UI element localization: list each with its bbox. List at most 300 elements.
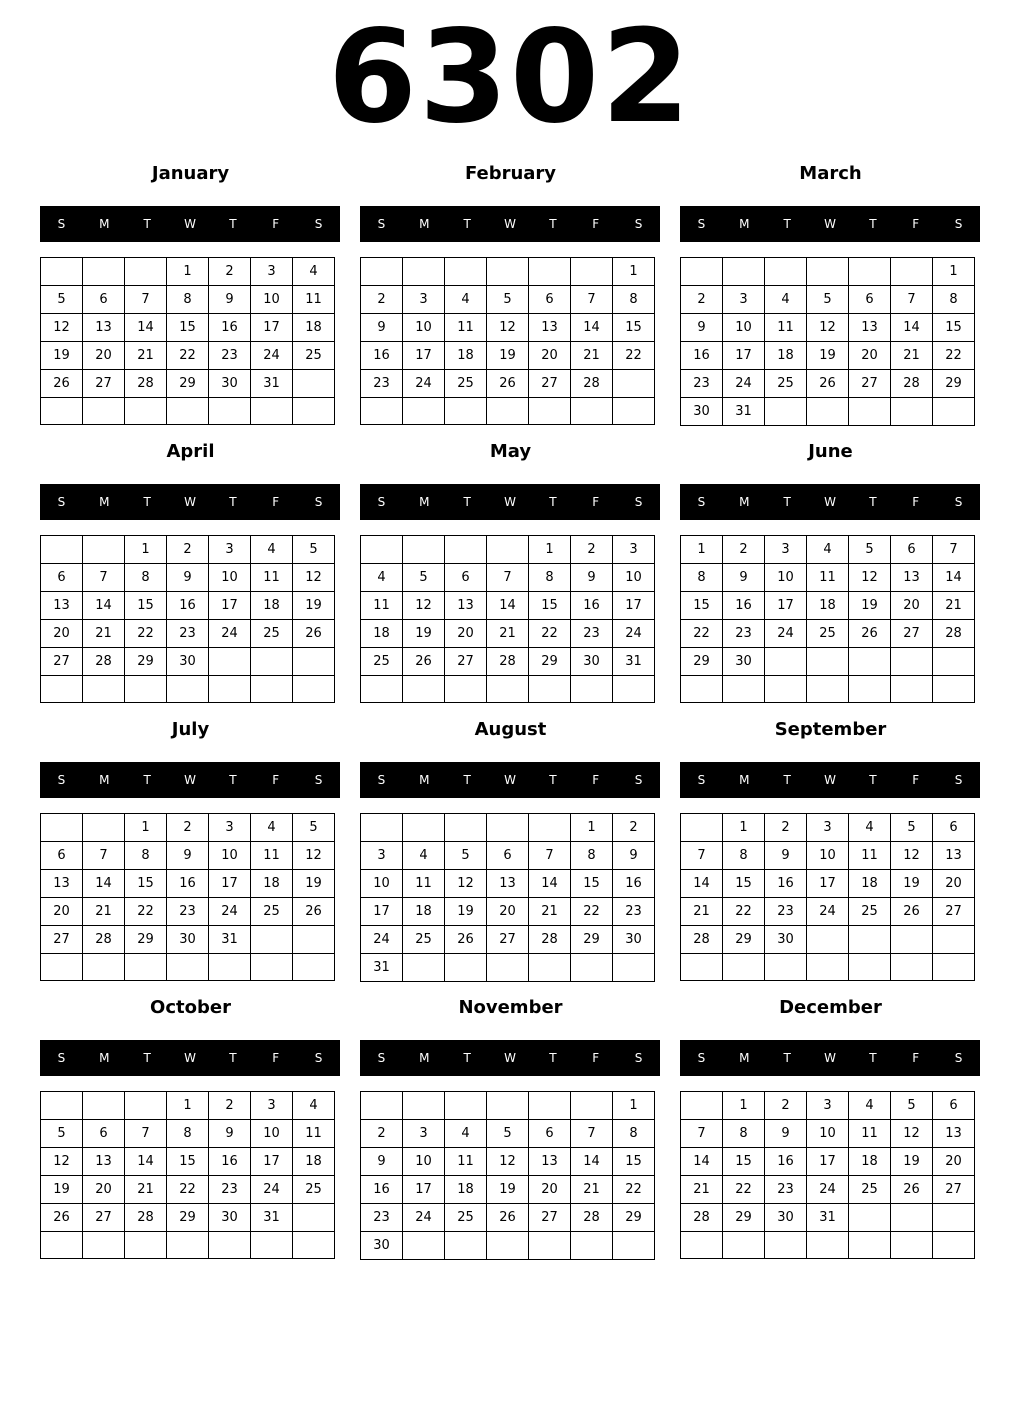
week-row bbox=[361, 564, 655, 592]
weekday-label: T bbox=[463, 1051, 471, 1065]
day-cell: 30 bbox=[765, 1204, 807, 1232]
day-cell: 27 bbox=[41, 648, 83, 676]
day-cell: 18 bbox=[251, 870, 293, 898]
day-cell: 1 bbox=[529, 536, 571, 564]
day-cell: 30 bbox=[765, 926, 807, 954]
day-cell bbox=[765, 648, 807, 676]
day-cell bbox=[529, 398, 571, 425]
weekday-label: W bbox=[184, 1051, 196, 1065]
day-cell: 23 bbox=[167, 898, 209, 926]
weekday-label: M bbox=[739, 495, 750, 509]
day-cell bbox=[209, 676, 251, 703]
weekday-label: F bbox=[272, 495, 280, 509]
day-cell bbox=[209, 398, 251, 425]
day-cell: 27 bbox=[41, 926, 83, 954]
day-cell: 5 bbox=[293, 536, 335, 564]
day-cell: 3 bbox=[403, 286, 445, 314]
day-cell: 6 bbox=[933, 814, 975, 842]
day-cell: 23 bbox=[613, 898, 655, 926]
day-cell: 11 bbox=[445, 314, 487, 342]
week-row bbox=[681, 536, 975, 564]
weekday-label: W bbox=[184, 495, 196, 509]
day-cell: 11 bbox=[765, 314, 807, 342]
day-grid bbox=[360, 257, 655, 425]
weekday-header bbox=[40, 206, 340, 242]
day-cell bbox=[361, 814, 403, 842]
day-cell: 17 bbox=[807, 870, 849, 898]
day-cell: 4 bbox=[807, 536, 849, 564]
weekday-label: M bbox=[99, 217, 110, 231]
day-cell bbox=[293, 370, 335, 398]
week-row bbox=[41, 842, 335, 870]
week-row bbox=[361, 1176, 655, 1204]
week-row bbox=[41, 620, 335, 648]
day-cell: 15 bbox=[125, 870, 167, 898]
day-cell bbox=[529, 258, 571, 286]
day-cell: 12 bbox=[445, 870, 487, 898]
day-cell: 26 bbox=[891, 1176, 933, 1204]
day-cell: 28 bbox=[83, 648, 125, 676]
day-cell: 3 bbox=[361, 842, 403, 870]
day-cell bbox=[807, 926, 849, 954]
day-cell: 4 bbox=[445, 1120, 487, 1148]
day-cell: 7 bbox=[125, 1120, 167, 1148]
day-cell bbox=[403, 398, 445, 425]
week-row bbox=[41, 1120, 335, 1148]
month-name: March bbox=[799, 163, 862, 184]
day-cell: 10 bbox=[403, 314, 445, 342]
day-cell: 14 bbox=[83, 592, 125, 620]
week-row bbox=[681, 1092, 975, 1120]
day-cell: 22 bbox=[125, 898, 167, 926]
week-row bbox=[681, 1204, 975, 1232]
day-cell bbox=[445, 814, 487, 842]
day-cell: 20 bbox=[41, 620, 83, 648]
day-cell bbox=[83, 398, 125, 425]
weekday-label: T bbox=[549, 1051, 557, 1065]
day-cell: 3 bbox=[807, 814, 849, 842]
day-cell: 12 bbox=[891, 1120, 933, 1148]
day-cell: 10 bbox=[251, 1120, 293, 1148]
weekday-header bbox=[680, 484, 980, 520]
day-cell: 9 bbox=[613, 842, 655, 870]
weekday-label: M bbox=[739, 217, 750, 231]
day-cell bbox=[41, 954, 83, 981]
week-row bbox=[361, 1092, 655, 1120]
day-cell: 8 bbox=[529, 564, 571, 592]
day-cell bbox=[891, 1232, 933, 1259]
day-cell: 21 bbox=[83, 620, 125, 648]
day-cell: 5 bbox=[891, 814, 933, 842]
week-row bbox=[361, 814, 655, 842]
day-cell bbox=[125, 398, 167, 425]
day-cell: 11 bbox=[293, 1120, 335, 1148]
day-cell: 23 bbox=[209, 1176, 251, 1204]
day-cell: 11 bbox=[251, 842, 293, 870]
day-cell bbox=[361, 398, 403, 425]
day-cell: 14 bbox=[487, 592, 529, 620]
day-cell: 30 bbox=[167, 648, 209, 676]
weekday-label: S bbox=[57, 773, 66, 787]
day-cell: 13 bbox=[83, 314, 125, 342]
day-cell bbox=[293, 1204, 335, 1232]
day-cell: 4 bbox=[445, 286, 487, 314]
day-cell: 25 bbox=[293, 342, 335, 370]
day-cell bbox=[487, 954, 529, 982]
weekday-label: F bbox=[592, 495, 600, 509]
week-row bbox=[681, 398, 975, 426]
week-row bbox=[41, 954, 335, 981]
day-cell bbox=[167, 954, 209, 981]
day-cell: 5 bbox=[403, 564, 445, 592]
day-cell: 20 bbox=[933, 870, 975, 898]
day-cell: 12 bbox=[487, 1148, 529, 1176]
month-name: September bbox=[774, 719, 887, 740]
day-cell: 25 bbox=[765, 370, 807, 398]
day-cell: 15 bbox=[571, 870, 613, 898]
day-cell bbox=[529, 814, 571, 842]
day-cell: 29 bbox=[723, 1204, 765, 1232]
day-cell: 18 bbox=[445, 1176, 487, 1204]
week-row bbox=[681, 1176, 975, 1204]
weekday-label: T bbox=[549, 495, 557, 509]
day-cell: 15 bbox=[167, 314, 209, 342]
day-cell bbox=[529, 1232, 571, 1260]
day-cell bbox=[613, 370, 655, 398]
week-row bbox=[681, 676, 975, 703]
weekday-label: T bbox=[463, 217, 471, 231]
day-cell: 24 bbox=[723, 370, 765, 398]
day-cell: 17 bbox=[361, 898, 403, 926]
weekday-label: T bbox=[869, 495, 877, 509]
day-cell: 4 bbox=[849, 814, 891, 842]
day-cell bbox=[293, 954, 335, 981]
day-cell: 24 bbox=[209, 898, 251, 926]
day-cell bbox=[445, 398, 487, 425]
day-cell: 2 bbox=[361, 1120, 403, 1148]
day-cell bbox=[765, 954, 807, 981]
day-cell: 13 bbox=[933, 1120, 975, 1148]
day-cell: 31 bbox=[723, 398, 765, 426]
day-cell bbox=[849, 954, 891, 981]
week-row bbox=[361, 954, 655, 982]
weekday-label: T bbox=[549, 217, 557, 231]
day-cell: 27 bbox=[83, 370, 125, 398]
weekday-label: T bbox=[783, 495, 791, 509]
day-grid bbox=[40, 257, 335, 425]
day-cell bbox=[891, 258, 933, 286]
weekday-label: S bbox=[377, 773, 386, 787]
week-row bbox=[681, 1120, 975, 1148]
week-row bbox=[41, 314, 335, 342]
weekday-label: T bbox=[783, 1051, 791, 1065]
day-cell: 18 bbox=[361, 620, 403, 648]
day-cell: 13 bbox=[849, 314, 891, 342]
day-grid bbox=[40, 1091, 335, 1259]
day-cell bbox=[403, 954, 445, 982]
day-cell bbox=[251, 398, 293, 425]
day-cell: 5 bbox=[487, 286, 529, 314]
day-cell: 9 bbox=[361, 1148, 403, 1176]
weekday-label: T bbox=[869, 1051, 877, 1065]
weekday-label: T bbox=[229, 217, 237, 231]
day-cell bbox=[765, 676, 807, 703]
day-cell: 23 bbox=[167, 620, 209, 648]
day-cell: 21 bbox=[125, 1176, 167, 1204]
week-row bbox=[361, 342, 655, 370]
day-cell: 19 bbox=[891, 1148, 933, 1176]
day-cell: 10 bbox=[361, 870, 403, 898]
weekday-label: S bbox=[697, 217, 706, 231]
day-cell: 7 bbox=[529, 842, 571, 870]
day-cell: 2 bbox=[765, 814, 807, 842]
day-cell: 27 bbox=[529, 370, 571, 398]
day-cell: 5 bbox=[41, 1120, 83, 1148]
day-cell: 17 bbox=[723, 342, 765, 370]
day-cell: 21 bbox=[891, 342, 933, 370]
day-grid bbox=[40, 813, 335, 981]
day-cell: 12 bbox=[849, 564, 891, 592]
weekday-header bbox=[360, 484, 660, 520]
weekday-label: T bbox=[549, 773, 557, 787]
day-cell bbox=[293, 1232, 335, 1259]
day-cell: 16 bbox=[765, 1148, 807, 1176]
day-cell: 1 bbox=[125, 814, 167, 842]
day-cell: 4 bbox=[361, 564, 403, 592]
week-row bbox=[41, 814, 335, 842]
day-cell: 11 bbox=[361, 592, 403, 620]
week-row bbox=[681, 1148, 975, 1176]
week-row bbox=[41, 398, 335, 425]
day-cell: 23 bbox=[571, 620, 613, 648]
day-cell: 20 bbox=[41, 898, 83, 926]
day-cell: 26 bbox=[891, 898, 933, 926]
day-cell: 26 bbox=[403, 648, 445, 676]
day-cell bbox=[571, 954, 613, 982]
day-cell bbox=[933, 1232, 975, 1259]
day-cell: 2 bbox=[209, 1092, 251, 1120]
day-cell: 6 bbox=[891, 536, 933, 564]
day-cell: 24 bbox=[403, 370, 445, 398]
weekday-label: M bbox=[419, 1051, 430, 1065]
day-cell: 15 bbox=[933, 314, 975, 342]
day-cell: 29 bbox=[529, 648, 571, 676]
weekday-label: W bbox=[824, 217, 836, 231]
day-cell bbox=[41, 814, 83, 842]
week-row bbox=[361, 1120, 655, 1148]
day-cell: 3 bbox=[209, 536, 251, 564]
week-row bbox=[361, 898, 655, 926]
day-cell: 2 bbox=[167, 814, 209, 842]
day-cell: 18 bbox=[849, 870, 891, 898]
day-cell bbox=[891, 648, 933, 676]
weekday-label: W bbox=[184, 217, 196, 231]
day-cell: 8 bbox=[723, 842, 765, 870]
day-cell: 18 bbox=[445, 342, 487, 370]
day-cell: 13 bbox=[41, 870, 83, 898]
day-cell bbox=[933, 954, 975, 981]
day-cell: 12 bbox=[487, 314, 529, 342]
day-cell: 3 bbox=[251, 1092, 293, 1120]
day-cell: 17 bbox=[251, 314, 293, 342]
day-cell: 4 bbox=[403, 842, 445, 870]
day-cell: 15 bbox=[723, 870, 765, 898]
day-cell: 28 bbox=[125, 1204, 167, 1232]
day-cell bbox=[807, 398, 849, 426]
day-cell: 2 bbox=[571, 536, 613, 564]
weekday-label: F bbox=[272, 773, 280, 787]
day-cell: 7 bbox=[681, 842, 723, 870]
day-cell: 19 bbox=[849, 592, 891, 620]
weekday-label: W bbox=[824, 1051, 836, 1065]
day-cell: 21 bbox=[933, 592, 975, 620]
day-cell: 9 bbox=[681, 314, 723, 342]
day-cell: 7 bbox=[891, 286, 933, 314]
week-row bbox=[681, 870, 975, 898]
day-cell: 28 bbox=[891, 370, 933, 398]
day-cell: 1 bbox=[125, 536, 167, 564]
day-cell bbox=[41, 258, 83, 286]
weekday-label: T bbox=[229, 1051, 237, 1065]
day-cell bbox=[571, 258, 613, 286]
day-cell bbox=[487, 1092, 529, 1120]
day-cell: 26 bbox=[849, 620, 891, 648]
weekday-label: M bbox=[419, 495, 430, 509]
day-cell: 10 bbox=[403, 1148, 445, 1176]
day-cell: 25 bbox=[445, 370, 487, 398]
weekday-label: W bbox=[504, 773, 516, 787]
week-row bbox=[681, 648, 975, 676]
day-cell: 26 bbox=[487, 1204, 529, 1232]
weekday-label: S bbox=[634, 773, 643, 787]
day-cell: 17 bbox=[209, 592, 251, 620]
week-row bbox=[361, 648, 655, 676]
day-cell: 13 bbox=[445, 592, 487, 620]
day-cell: 22 bbox=[529, 620, 571, 648]
day-cell: 11 bbox=[849, 1120, 891, 1148]
day-cell: 23 bbox=[361, 370, 403, 398]
month-name: November bbox=[458, 997, 563, 1018]
week-row bbox=[361, 536, 655, 564]
day-cell: 30 bbox=[571, 648, 613, 676]
day-cell: 8 bbox=[125, 564, 167, 592]
day-cell: 22 bbox=[613, 342, 655, 370]
day-cell bbox=[891, 1204, 933, 1232]
day-cell: 2 bbox=[167, 536, 209, 564]
day-cell: 26 bbox=[445, 926, 487, 954]
day-cell bbox=[529, 1092, 571, 1120]
day-cell: 1 bbox=[723, 1092, 765, 1120]
week-row bbox=[361, 926, 655, 954]
day-cell: 15 bbox=[613, 314, 655, 342]
week-row bbox=[681, 1232, 975, 1259]
day-cell bbox=[403, 1232, 445, 1260]
week-row bbox=[681, 592, 975, 620]
day-cell: 10 bbox=[765, 564, 807, 592]
day-cell bbox=[891, 926, 933, 954]
day-cell bbox=[487, 258, 529, 286]
weekday-label: T bbox=[143, 773, 151, 787]
day-cell: 21 bbox=[83, 898, 125, 926]
day-cell: 6 bbox=[41, 564, 83, 592]
day-cell: 6 bbox=[83, 286, 125, 314]
day-cell: 18 bbox=[251, 592, 293, 620]
day-cell bbox=[807, 1232, 849, 1259]
day-cell bbox=[209, 1232, 251, 1259]
weekday-header bbox=[40, 484, 340, 520]
day-cell bbox=[403, 258, 445, 286]
day-cell: 14 bbox=[83, 870, 125, 898]
month-name: October bbox=[150, 997, 231, 1018]
day-cell bbox=[723, 954, 765, 981]
day-cell: 21 bbox=[529, 898, 571, 926]
month-name: April bbox=[166, 441, 215, 462]
day-cell: 13 bbox=[83, 1148, 125, 1176]
week-row bbox=[361, 398, 655, 425]
day-cell: 4 bbox=[251, 536, 293, 564]
day-cell: 13 bbox=[41, 592, 83, 620]
week-row bbox=[41, 870, 335, 898]
day-cell: 9 bbox=[571, 564, 613, 592]
day-cell: 6 bbox=[83, 1120, 125, 1148]
day-cell bbox=[209, 648, 251, 676]
day-cell: 22 bbox=[167, 1176, 209, 1204]
day-cell bbox=[529, 954, 571, 982]
weekday-header bbox=[680, 206, 980, 242]
month-name: May bbox=[489, 441, 532, 462]
day-cell: 29 bbox=[167, 1204, 209, 1232]
weekday-label: S bbox=[314, 773, 323, 787]
day-cell: 5 bbox=[41, 286, 83, 314]
day-cell bbox=[613, 398, 655, 425]
weekday-label: T bbox=[869, 773, 877, 787]
day-cell: 9 bbox=[209, 286, 251, 314]
day-cell: 7 bbox=[125, 286, 167, 314]
day-cell: 14 bbox=[933, 564, 975, 592]
day-cell: 13 bbox=[487, 870, 529, 898]
day-cell: 17 bbox=[765, 592, 807, 620]
day-cell: 30 bbox=[723, 648, 765, 676]
day-cell: 31 bbox=[209, 926, 251, 954]
day-grid bbox=[680, 1091, 975, 1259]
day-cell: 24 bbox=[807, 1176, 849, 1204]
day-cell: 1 bbox=[167, 1092, 209, 1120]
month-name: December bbox=[779, 997, 882, 1018]
day-cell: 10 bbox=[209, 842, 251, 870]
day-cell bbox=[403, 676, 445, 703]
day-cell: 24 bbox=[765, 620, 807, 648]
day-cell: 17 bbox=[251, 1148, 293, 1176]
day-cell: 12 bbox=[807, 314, 849, 342]
day-cell: 18 bbox=[293, 314, 335, 342]
day-cell: 26 bbox=[293, 898, 335, 926]
day-cell: 31 bbox=[251, 1204, 293, 1232]
day-cell: 11 bbox=[445, 1148, 487, 1176]
day-cell: 31 bbox=[613, 648, 655, 676]
week-row bbox=[41, 286, 335, 314]
day-cell bbox=[807, 258, 849, 286]
day-cell: 19 bbox=[41, 1176, 83, 1204]
day-cell: 6 bbox=[445, 564, 487, 592]
day-cell: 19 bbox=[445, 898, 487, 926]
weekday-label: S bbox=[314, 1051, 323, 1065]
day-cell: 4 bbox=[849, 1092, 891, 1120]
day-cell bbox=[681, 1232, 723, 1259]
day-grid bbox=[680, 257, 975, 426]
day-cell: 3 bbox=[403, 1120, 445, 1148]
day-cell: 27 bbox=[529, 1204, 571, 1232]
day-cell: 12 bbox=[403, 592, 445, 620]
